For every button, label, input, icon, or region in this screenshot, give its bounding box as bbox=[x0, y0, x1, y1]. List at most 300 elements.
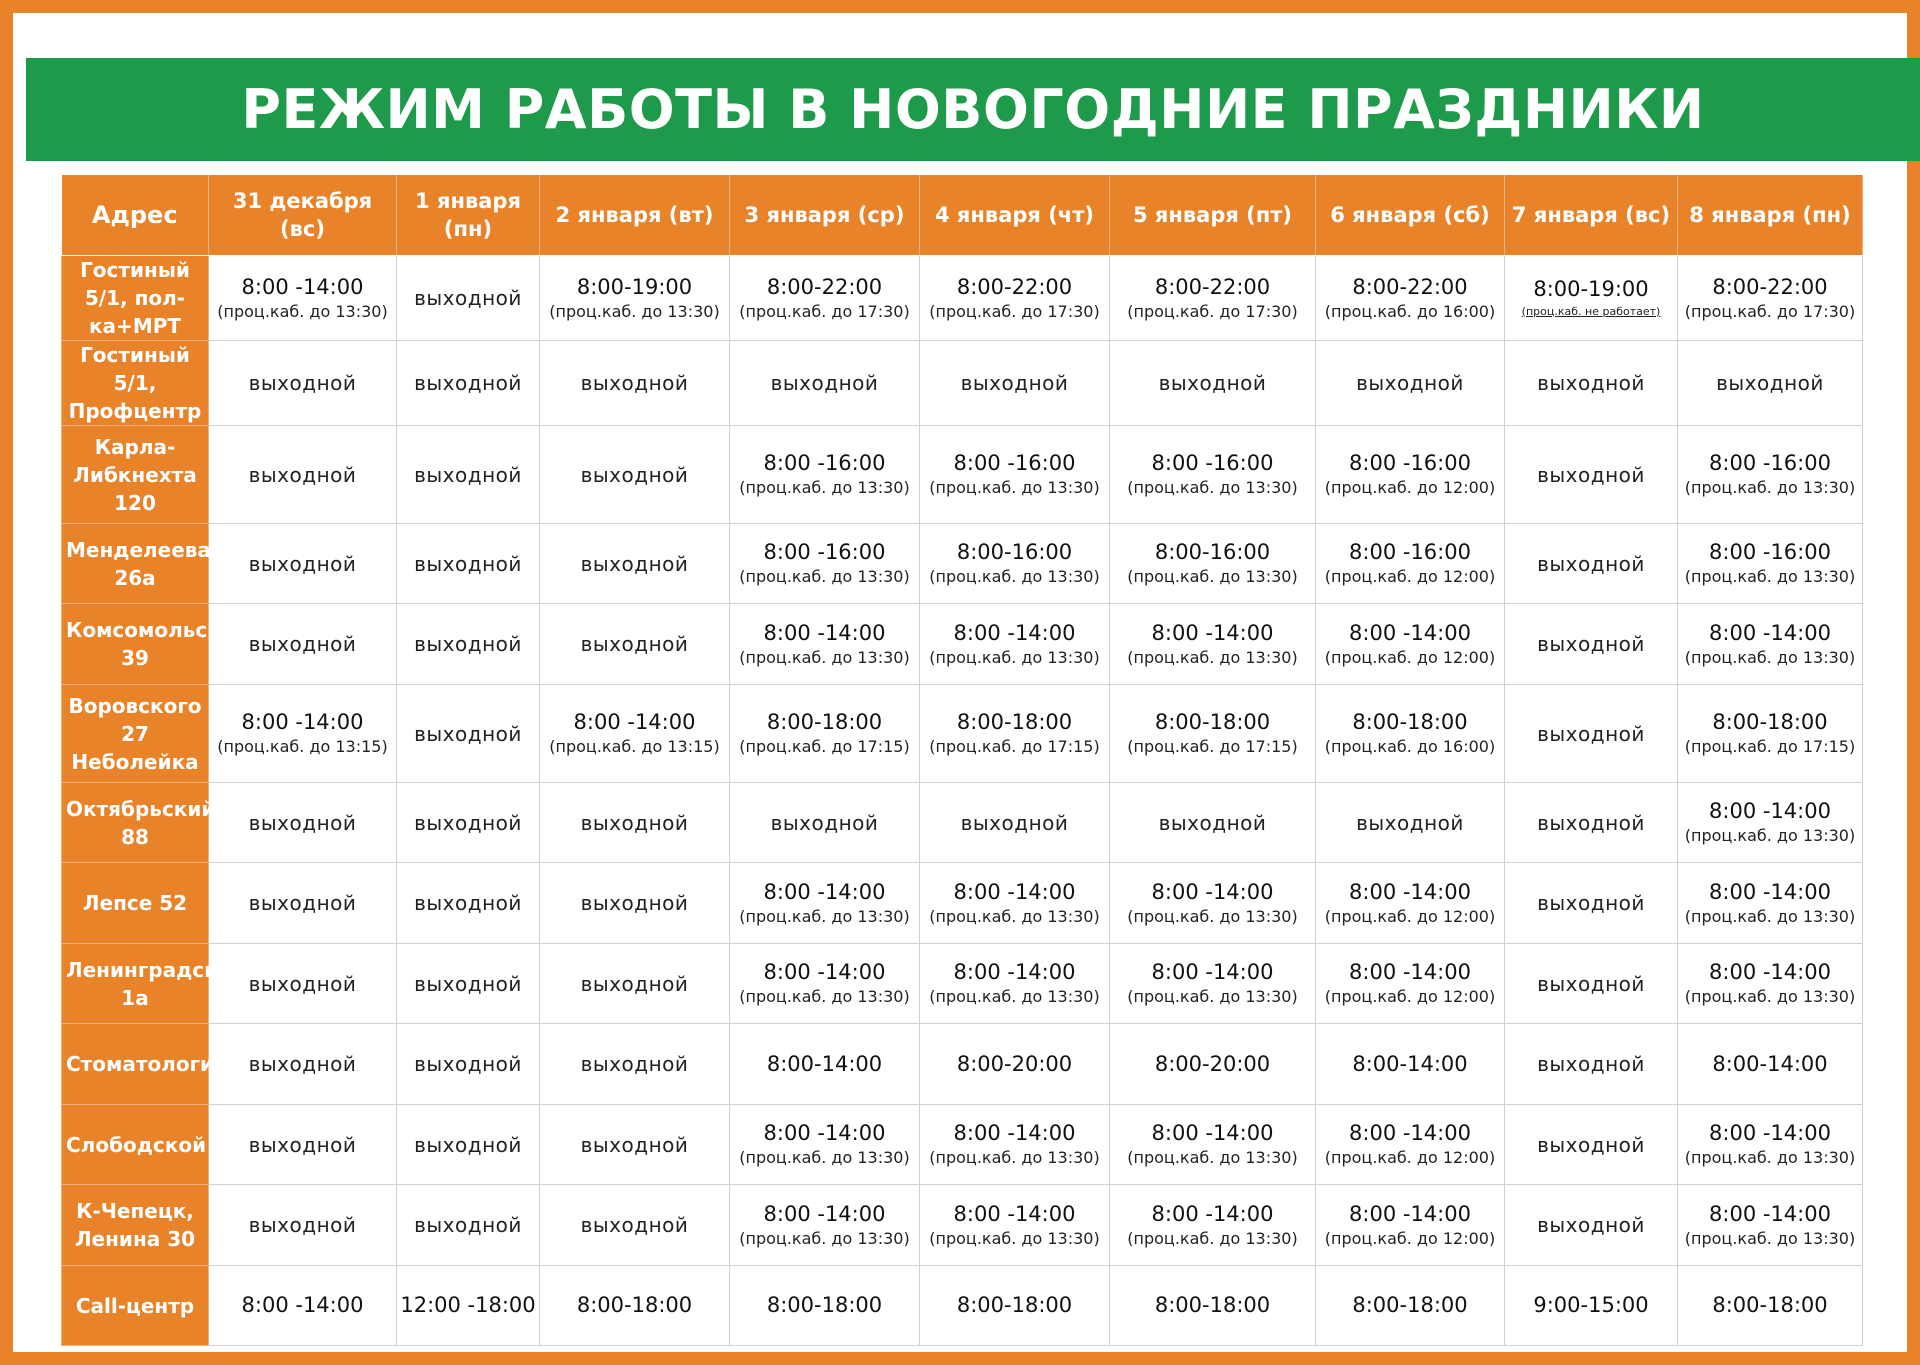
day-off-label: выходной bbox=[1537, 462, 1645, 487]
schedule-cell bbox=[1316, 341, 1505, 426]
day-off-label: выходной bbox=[580, 462, 689, 487]
schedule-cell bbox=[1505, 1185, 1678, 1266]
working-hours: 8:00-18:00 bbox=[956, 710, 1073, 734]
schedule-cell bbox=[920, 1185, 1110, 1266]
working-hours: 8:00-18:00 bbox=[576, 1293, 693, 1317]
schedule-cell bbox=[1505, 426, 1678, 524]
table-row bbox=[62, 1266, 1863, 1346]
working-hours: 8:00-22:00 bbox=[1154, 274, 1271, 299]
procedure-room-note: (проц.каб. до 13:30) bbox=[929, 647, 1100, 667]
working-hours: 8:00-22:00 bbox=[956, 274, 1073, 299]
working-hours: 8:00-18:00 bbox=[1154, 1293, 1271, 1317]
schedule-cell bbox=[920, 944, 1110, 1024]
address-cell: Комсомольская 39 bbox=[62, 604, 209, 685]
procedure-room-note: (проц.каб. до 13:15) bbox=[217, 737, 388, 756]
day-off-label: выходной bbox=[414, 551, 522, 576]
schedule-cell bbox=[540, 604, 730, 685]
working-hours: 9:00-15:00 bbox=[1533, 1293, 1649, 1317]
working-hours: 8:00 -14:00 bbox=[1349, 960, 1471, 984]
working-hours: 8:00-14:00 bbox=[1712, 1051, 1828, 1076]
day-off-label: выходной bbox=[1537, 551, 1645, 576]
procedure-room-note: (проц.каб. до 13:30) bbox=[929, 567, 1100, 586]
date-column-header: 1 января (пн) bbox=[397, 175, 540, 256]
table-row bbox=[62, 426, 1863, 524]
procedure-room-note: (проц.каб. до 13:30) bbox=[929, 1228, 1100, 1248]
schedule-cell bbox=[540, 341, 730, 426]
day-off-label: выходной bbox=[580, 1052, 689, 1076]
procedure-room-note: (проц.каб. до 12:00) bbox=[1324, 987, 1496, 1006]
day-off-label: выходной bbox=[1537, 891, 1645, 915]
schedule-cell bbox=[1678, 783, 1863, 863]
working-hours: 8:00 -14:00 bbox=[763, 879, 886, 904]
schedule-cell bbox=[1678, 426, 1863, 524]
procedure-room-note: (проц.каб. до 17:30) bbox=[1684, 301, 1856, 321]
date-column-header: 2 января (вт) bbox=[540, 175, 730, 256]
schedule-cell bbox=[920, 783, 1110, 863]
procedure-room-note: (проц.каб. до 13:30) bbox=[929, 987, 1100, 1006]
day-off-label: выходной bbox=[1537, 1213, 1645, 1237]
day-off-label: выходной bbox=[1537, 1052, 1645, 1076]
schedule-cell bbox=[1678, 341, 1863, 426]
working-hours: 8:00 -14:00 bbox=[763, 1201, 886, 1226]
date-column-header: 6 января (сб) bbox=[1316, 175, 1505, 256]
schedule-cell bbox=[1316, 256, 1505, 341]
schedule-cell bbox=[1505, 341, 1678, 426]
schedule-cell bbox=[1505, 863, 1678, 944]
schedule-cell bbox=[1678, 863, 1863, 944]
day-off-label: выходной bbox=[580, 371, 689, 395]
schedule-cell bbox=[1505, 524, 1678, 604]
schedule-cell bbox=[209, 1185, 397, 1266]
table-row bbox=[62, 1105, 1863, 1185]
table-row bbox=[62, 863, 1863, 944]
schedule-cell bbox=[209, 604, 397, 685]
procedure-room-note: (проц.каб. до 13:30) bbox=[739, 906, 910, 926]
day-off-label: выходной bbox=[414, 721, 522, 746]
day-off-label: выходной bbox=[580, 971, 689, 996]
working-hours: 8:00 -14:00 bbox=[1349, 1121, 1471, 1145]
schedule-cell bbox=[397, 685, 540, 783]
working-hours: 8:00 -14:00 bbox=[1151, 879, 1274, 904]
day-off-label: выходной bbox=[248, 971, 357, 996]
schedule-cell bbox=[730, 1024, 920, 1105]
address-cell: К-Чепецк, Ленина 30 bbox=[62, 1185, 209, 1266]
working-hours: 8:00-22:00 bbox=[1712, 274, 1828, 299]
day-off-label: выходной bbox=[1356, 810, 1464, 835]
working-hours: 8:00 -16:00 bbox=[1349, 451, 1471, 475]
day-off-label: выходной bbox=[1716, 371, 1824, 395]
procedure-room-note: (проц.каб. до 13:30) bbox=[1127, 1228, 1298, 1248]
procedure-room-note: (проц.каб. до 12:00) bbox=[1324, 1148, 1496, 1167]
working-hours: 8:00 -14:00 bbox=[953, 879, 1076, 904]
working-hours: 8:00 -14:00 bbox=[1349, 1201, 1471, 1226]
day-off-label: выходной bbox=[414, 286, 522, 310]
address-cell: Карла-Либкнехта 120 bbox=[62, 426, 209, 524]
procedure-room-note: (проц.каб. до 17:15) bbox=[1684, 737, 1856, 756]
schedule-body bbox=[62, 256, 1863, 1346]
table-row bbox=[62, 256, 1863, 341]
procedure-room-note: (проц.каб. до 13:30) bbox=[1127, 906, 1298, 926]
working-hours: 8:00-18:00 bbox=[1352, 710, 1468, 734]
day-off-label: выходной bbox=[414, 1132, 522, 1157]
schedule-cell bbox=[730, 783, 920, 863]
day-off-label: выходной bbox=[248, 1052, 357, 1076]
schedule-cell bbox=[397, 1105, 540, 1185]
day-off-label: выходной bbox=[414, 971, 522, 996]
working-hours: 8:00 -14:00 bbox=[953, 1201, 1076, 1226]
schedule-cell bbox=[1110, 341, 1316, 426]
schedule-cell bbox=[209, 1105, 397, 1185]
working-hours: 8:00 -16:00 bbox=[953, 451, 1076, 475]
procedure-room-note: (проц.каб. до 12:00) bbox=[1324, 647, 1496, 667]
day-off-label: выходной bbox=[248, 371, 357, 395]
procedure-room-note: (проц.каб. до 13:30) bbox=[739, 647, 910, 667]
day-off-label: выходной bbox=[1537, 721, 1645, 746]
address-cell: Стоматология bbox=[62, 1024, 209, 1105]
address-cell: Call-центр bbox=[62, 1266, 209, 1346]
schedule-cell bbox=[730, 1266, 920, 1346]
table-row bbox=[62, 685, 1863, 783]
schedule-cell bbox=[1505, 1024, 1678, 1105]
schedule-cell bbox=[730, 1105, 920, 1185]
working-hours: 8:00 -14:00 bbox=[1709, 799, 1831, 823]
schedule-cell bbox=[920, 1105, 1110, 1185]
schedule-cell bbox=[1678, 256, 1863, 341]
schedule-cell bbox=[1110, 685, 1316, 783]
procedure-room-note: (проц.каб. до 12:00) bbox=[1324, 1228, 1496, 1248]
schedule-cell bbox=[1316, 524, 1505, 604]
schedule-cell bbox=[920, 524, 1110, 604]
procedure-room-note: (проц.каб. до 13:30) bbox=[1684, 987, 1856, 1006]
schedule-cell bbox=[540, 524, 730, 604]
schedule-cell bbox=[397, 1185, 540, 1266]
working-hours: 8:00 -14:00 bbox=[241, 1293, 364, 1317]
day-off-label: выходной bbox=[248, 551, 357, 576]
procedure-room-note: (проц.каб. не работает) bbox=[1521, 304, 1661, 318]
schedule-cell bbox=[920, 863, 1110, 944]
working-hours: 8:00 -14:00 bbox=[1151, 620, 1274, 645]
working-hours: 8:00-18:00 bbox=[766, 1293, 883, 1317]
day-off-label: выходной bbox=[580, 1132, 689, 1157]
address-cell: Гостиный 5/1, пол-ка+МРТ bbox=[62, 256, 209, 341]
day-off-label: выходной bbox=[1158, 371, 1267, 395]
working-hours: 8:00-19:00 bbox=[576, 274, 693, 299]
schedule-cell bbox=[730, 524, 920, 604]
address-column-header: Адрес bbox=[62, 175, 209, 256]
address-cell: Октябрьский 88 bbox=[62, 783, 209, 863]
schedule-cell bbox=[920, 1266, 1110, 1346]
working-hours: 8:00 -16:00 bbox=[1151, 451, 1274, 475]
working-hours: 8:00 -16:00 bbox=[1349, 540, 1471, 564]
procedure-room-note: (проц.каб. до 13:30) bbox=[1684, 478, 1856, 497]
day-off-label: выходной bbox=[248, 891, 357, 915]
procedure-room-note: (проц.каб. до 17:30) bbox=[739, 301, 910, 321]
procedure-room-note: (проц.каб. до 13:30) bbox=[1684, 826, 1856, 845]
working-hours: 8:00-16:00 bbox=[956, 540, 1073, 564]
procedure-room-note: (проц.каб. до 13:30) bbox=[1127, 987, 1298, 1006]
schedule-cell bbox=[209, 1266, 397, 1346]
working-hours: 8:00 -14:00 bbox=[1349, 620, 1471, 645]
day-off-label: выходной bbox=[1537, 371, 1645, 395]
schedule-cell bbox=[1505, 1266, 1678, 1346]
schedule-cell bbox=[1316, 685, 1505, 783]
schedule-cell bbox=[1316, 1024, 1505, 1105]
procedure-room-note: (проц.каб. до 13:30) bbox=[739, 987, 910, 1006]
working-hours: 8:00 -16:00 bbox=[763, 451, 886, 475]
schedule-cell bbox=[209, 341, 397, 426]
day-off-label: выходной bbox=[1537, 632, 1645, 656]
working-hours: 8:00 -14:00 bbox=[1709, 620, 1831, 645]
working-hours: 8:00 -14:00 bbox=[1151, 960, 1274, 984]
schedule-cell bbox=[397, 944, 540, 1024]
working-hours: 8:00-20:00 bbox=[956, 1051, 1073, 1076]
date-column-header: 3 января (ср) bbox=[730, 175, 920, 256]
working-hours: 8:00 -14:00 bbox=[1709, 1121, 1831, 1145]
schedule-cell bbox=[1316, 426, 1505, 524]
schedule-cell bbox=[730, 426, 920, 524]
schedule-cell bbox=[1678, 685, 1863, 783]
working-hours: 8:00 -14:00 bbox=[1709, 1201, 1831, 1226]
table-row bbox=[62, 1024, 1863, 1105]
day-off-label: выходной bbox=[414, 462, 522, 487]
table-row bbox=[62, 604, 1863, 685]
schedule-cell bbox=[730, 1185, 920, 1266]
working-hours: 8:00-18:00 bbox=[1154, 710, 1271, 734]
day-off-label: выходной bbox=[1356, 371, 1464, 395]
day-off-label: выходной bbox=[414, 810, 522, 835]
schedule-cell bbox=[1316, 1185, 1505, 1266]
day-off-label: выходной bbox=[248, 1213, 357, 1237]
day-off-label: выходной bbox=[248, 632, 357, 656]
procedure-room-note: (проц.каб. до 17:30) bbox=[1127, 301, 1298, 321]
schedule-cell bbox=[1316, 944, 1505, 1024]
procedure-room-note: (проц.каб. до 13:30) bbox=[217, 301, 388, 321]
schedule-cell bbox=[1110, 426, 1316, 524]
day-off-label: выходной bbox=[580, 891, 689, 915]
working-hours: 12:00 -18:00 bbox=[400, 1293, 536, 1317]
day-off-label: выходной bbox=[1537, 971, 1645, 996]
schedule-cell bbox=[1505, 256, 1678, 341]
working-hours: 8:00-22:00 bbox=[1352, 274, 1468, 299]
schedule-cell bbox=[209, 1024, 397, 1105]
working-hours: 8:00-22:00 bbox=[766, 274, 883, 299]
schedule-cell bbox=[209, 426, 397, 524]
date-column-header: 31 декабря (вс) bbox=[209, 175, 397, 256]
working-hours: 8:00 -14:00 bbox=[953, 620, 1076, 645]
schedule-cell bbox=[1505, 944, 1678, 1024]
schedule-cell bbox=[730, 256, 920, 341]
schedule-cell bbox=[1110, 1105, 1316, 1185]
procedure-room-note: (проц.каб. до 16:00) bbox=[1324, 737, 1496, 756]
working-hours: 8:00-18:00 bbox=[1712, 710, 1828, 734]
schedule-cell bbox=[1110, 944, 1316, 1024]
schedule-cell bbox=[397, 341, 540, 426]
schedule-cell bbox=[1678, 944, 1863, 1024]
day-off-label: выходной bbox=[248, 1132, 357, 1157]
working-hours: 8:00 -14:00 bbox=[763, 960, 886, 984]
procedure-room-note: (проц.каб. до 17:15) bbox=[739, 737, 910, 756]
address-cell: Ленинградская 1а bbox=[62, 944, 209, 1024]
working-hours: 8:00 -14:00 bbox=[763, 1121, 886, 1145]
working-hours: 8:00 -14:00 bbox=[1151, 1201, 1274, 1226]
procedure-room-note: (проц.каб. до 17:30) bbox=[929, 301, 1100, 321]
procedure-room-note: (проц.каб. до 13:30) bbox=[739, 478, 910, 497]
day-off-label: выходной bbox=[770, 810, 879, 835]
day-off-label: выходной bbox=[248, 810, 357, 835]
procedure-room-note: (проц.каб. до 17:15) bbox=[1127, 737, 1298, 756]
procedure-room-note: (проц.каб. до 13:30) bbox=[1684, 567, 1856, 586]
procedure-room-note: (проц.каб. до 17:15) bbox=[929, 737, 1100, 756]
working-hours: 8:00-18:00 bbox=[956, 1293, 1073, 1317]
header-row bbox=[62, 175, 1863, 256]
procedure-room-note: (проц.каб. до 13:30) bbox=[1127, 647, 1298, 667]
schedule-cell bbox=[920, 426, 1110, 524]
working-hours: 8:00-18:00 bbox=[1712, 1293, 1828, 1317]
procedure-room-note: (проц.каб. до 13:30) bbox=[1127, 1148, 1298, 1167]
schedule-cell bbox=[209, 524, 397, 604]
schedule-cell bbox=[540, 863, 730, 944]
date-column-header: 8 января (пн) bbox=[1678, 175, 1863, 256]
schedule-cell bbox=[1110, 256, 1316, 341]
day-off-label: выходной bbox=[580, 1213, 689, 1237]
schedule-cell bbox=[540, 1185, 730, 1266]
schedule-cell bbox=[1678, 1185, 1863, 1266]
schedule-cell bbox=[540, 944, 730, 1024]
day-off-label: выходной bbox=[960, 810, 1069, 835]
schedule-cell bbox=[1110, 1185, 1316, 1266]
page-title: РЕЖИМ РАБОТЫ В НОВОГОДНИЕ ПРАЗДНИКИ bbox=[241, 78, 1705, 141]
procedure-room-note: (проц.каб. до 13:30) bbox=[739, 1148, 910, 1167]
procedure-room-note: (проц.каб. до 13:30) bbox=[1127, 478, 1298, 497]
working-hours: 8:00 -14:00 bbox=[241, 710, 364, 734]
address-cell: Воровского 27 Неболейка bbox=[62, 685, 209, 783]
schedule-cell bbox=[397, 1024, 540, 1105]
date-column-header: 7 января (вс) bbox=[1505, 175, 1678, 256]
schedule-cell bbox=[730, 341, 920, 426]
table-row bbox=[62, 783, 1863, 863]
schedule-table-wrap bbox=[61, 175, 1862, 1346]
working-hours: 8:00 -14:00 bbox=[1349, 879, 1471, 904]
schedule-cell bbox=[397, 426, 540, 524]
working-hours: 8:00-14:00 bbox=[766, 1051, 883, 1076]
working-hours: 8:00 -16:00 bbox=[1709, 451, 1831, 475]
schedule-cell bbox=[1505, 604, 1678, 685]
day-off-label: выходной bbox=[248, 462, 357, 487]
day-off-label: выходной bbox=[770, 371, 879, 395]
schedule-cell bbox=[209, 256, 397, 341]
schedule-cell bbox=[730, 944, 920, 1024]
schedule-cell bbox=[540, 1024, 730, 1105]
day-off-label: выходной bbox=[580, 632, 689, 656]
schedule-cell bbox=[397, 783, 540, 863]
working-hours: 8:00 -14:00 bbox=[1709, 960, 1831, 984]
working-hours: 8:00 -14:00 bbox=[1151, 1121, 1274, 1145]
schedule-cell bbox=[540, 1266, 730, 1346]
schedule-cell bbox=[1678, 524, 1863, 604]
day-off-label: выходной bbox=[1537, 1132, 1645, 1157]
schedule-cell bbox=[1110, 524, 1316, 604]
working-hours: 8:00 -14:00 bbox=[1709, 879, 1831, 904]
day-off-label: выходной bbox=[414, 371, 522, 395]
schedule-cell bbox=[1316, 604, 1505, 685]
schedule-cell bbox=[540, 783, 730, 863]
schedule-cell bbox=[1678, 1266, 1863, 1346]
address-cell: Гостиный 5/1, Профцентр bbox=[62, 341, 209, 426]
procedure-room-note: (проц.каб. до 12:00) bbox=[1324, 567, 1496, 586]
table-row bbox=[62, 524, 1863, 604]
schedule-cell bbox=[1505, 685, 1678, 783]
schedule-cell bbox=[397, 863, 540, 944]
schedule-cell bbox=[1316, 783, 1505, 863]
working-hours: 8:00 -16:00 bbox=[763, 540, 886, 564]
schedule-cell bbox=[730, 685, 920, 783]
schedule-cell bbox=[1505, 1105, 1678, 1185]
schedule-cell bbox=[209, 944, 397, 1024]
procedure-room-note: (проц.каб. до 16:00) bbox=[1324, 301, 1496, 321]
schedule-cell bbox=[1505, 783, 1678, 863]
working-hours: 8:00-14:00 bbox=[1352, 1051, 1468, 1076]
schedule-cell bbox=[540, 426, 730, 524]
schedule-cell bbox=[1316, 863, 1505, 944]
schedule-cell bbox=[540, 256, 730, 341]
day-off-label: выходной bbox=[580, 810, 689, 835]
procedure-room-note: (проц.каб. до 13:30) bbox=[739, 567, 910, 586]
schedule-cell bbox=[540, 1105, 730, 1185]
day-off-label: выходной bbox=[1158, 810, 1267, 835]
procedure-room-note: (проц.каб. до 13:30) bbox=[1684, 906, 1856, 926]
procedure-room-note: (проц.каб. до 12:00) bbox=[1324, 478, 1496, 497]
working-hours: 8:00-18:00 bbox=[1352, 1293, 1468, 1317]
procedure-room-note: (проц.каб. до 13:15) bbox=[549, 737, 720, 756]
schedule-table bbox=[61, 175, 1863, 1346]
table-row bbox=[62, 944, 1863, 1024]
schedule-cell bbox=[209, 783, 397, 863]
working-hours: 8:00-20:00 bbox=[1154, 1051, 1271, 1076]
schedule-cell bbox=[1316, 1266, 1505, 1346]
day-off-label: выходной bbox=[414, 632, 522, 656]
schedule-cell bbox=[1110, 863, 1316, 944]
schedule-cell bbox=[209, 685, 397, 783]
schedule-cell bbox=[1678, 1024, 1863, 1105]
day-off-label: выходной bbox=[1537, 810, 1645, 835]
table-row bbox=[62, 341, 1863, 426]
schedule-cell bbox=[209, 863, 397, 944]
schedule-cell bbox=[1316, 1105, 1505, 1185]
day-off-label: выходной bbox=[960, 371, 1069, 395]
procedure-room-note: (проц.каб. до 12:00) bbox=[1324, 906, 1496, 926]
procedure-room-note: (проц.каб. до 13:30) bbox=[929, 478, 1100, 497]
title-banner bbox=[26, 58, 1920, 161]
schedule-cell bbox=[397, 256, 540, 341]
date-column-header: 5 января (пт) bbox=[1110, 175, 1316, 256]
date-column-header: 4 января (чт) bbox=[920, 175, 1110, 256]
schedule-cell bbox=[397, 1266, 540, 1346]
procedure-room-note: (проц.каб. до 13:30) bbox=[1127, 567, 1298, 586]
procedure-room-note: (проц.каб. до 13:30) bbox=[739, 1228, 910, 1248]
working-hours: 8:00 -14:00 bbox=[241, 274, 364, 299]
day-off-label: выходной bbox=[414, 1213, 522, 1237]
working-hours: 8:00 -14:00 bbox=[573, 710, 696, 734]
day-off-label: выходной bbox=[414, 891, 522, 915]
schedule-cell bbox=[730, 863, 920, 944]
procedure-room-note: (проц.каб. до 13:30) bbox=[1684, 647, 1856, 667]
working-hours: 8:00 -14:00 bbox=[953, 1121, 1076, 1145]
schedule-cell bbox=[397, 524, 540, 604]
schedule-cell bbox=[920, 256, 1110, 341]
schedule-cell bbox=[920, 341, 1110, 426]
working-hours: 8:00-16:00 bbox=[1154, 540, 1271, 564]
schedule-cell bbox=[1678, 1105, 1863, 1185]
